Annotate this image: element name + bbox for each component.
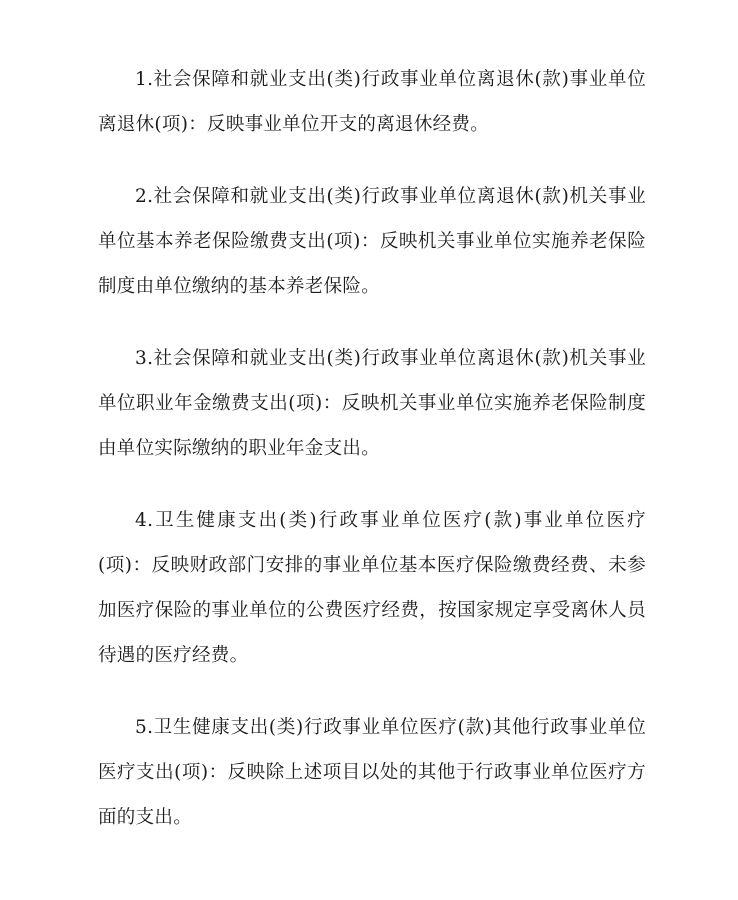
paragraph-3: 3.社会保障和就业支出(类)行政事业单位离退休(款)机关事业单位职业年金缴费支出(项)：反映机关事业单位实施养老保险制度由单位实际缴纳的职业年金支出。: [98, 348, 646, 459]
paragraph-4: 4.卫生健康支出(类)行政事业单位医疗(款)事业单位医疗(项)：反映财政部门安排的事业单位基本医疗保险缴费经费、未参加医疗保险的事业单位的公费医疗经费，按国家规定享受离休人员待遇的医疗经费。: [98, 510, 646, 666]
paragraph-2: 2.社会保障和就业支出(类)行政事业单位离退休(款)机关事业单位基本养老保险缴费支出(项)：反映机关事业单位实施养老保险制度由单位缴纳的基本养老保险。: [98, 186, 646, 297]
paragraph-5: 5.卫生健康支出(类)行政事业单位医疗(款)其他行政事业单位医疗支出(项)：反映除上述项目以处的其他于行政事业单位医疗方面的支出。: [98, 717, 646, 828]
document-body: [98, 57, 646, 867]
paragraph-1: 1.社会保障和就业支出(类)行政事业单位离退休(款)事业单位离退休(项)：反映事业单位开支的离退休经费。: [98, 69, 646, 135]
